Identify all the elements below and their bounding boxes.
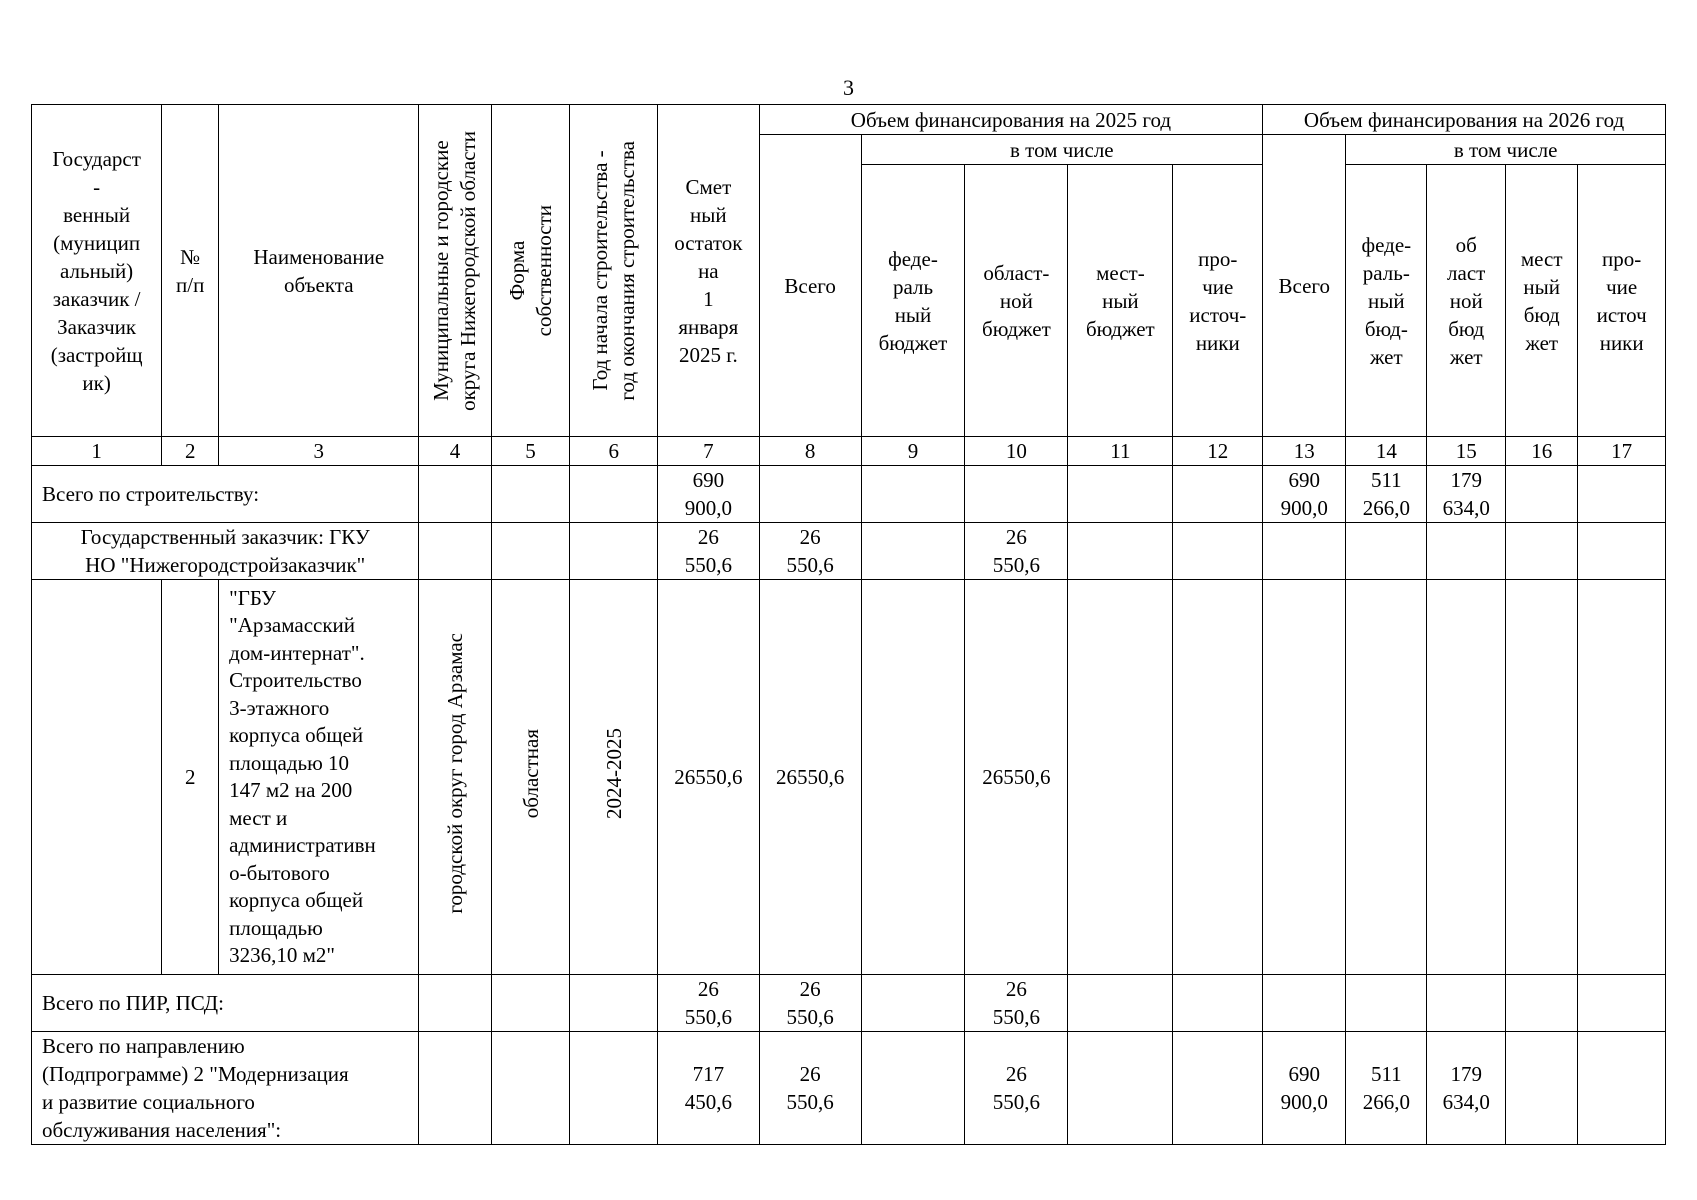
cell-empty [491,466,570,523]
cell-estimate: 717 450,6 [657,1032,759,1145]
cell-total-2025: 26 550,6 [759,1032,861,1145]
table-row-state-customer [32,523,1666,580]
header-fed-2026: федe- раль- ный бюд- жет [1346,165,1427,437]
table-row-total-construction [32,466,1666,523]
row-label: Государственный заказчик: ГКУ НО "Нижегородстройзаказчик" [32,523,419,580]
column-number: 9 [861,437,965,466]
header-reg-2026: об ласт ной бюд жет [1427,165,1506,437]
cell-reg-2025: 26 550,6 [965,975,1068,1032]
cell-reg-2025: 26 550,6 [965,1032,1068,1145]
cell-ownership [491,580,570,975]
cell-empty [861,523,965,580]
header-total-2025: Всего [759,135,861,437]
header-fin-2025: Объем финансирования на 2025 год [759,105,1262,135]
cell-empty [1506,580,1578,975]
cell-empty [1068,975,1173,1032]
column-number: 5 [491,437,570,466]
column-number: 8 [759,437,861,466]
cell-total-2026: 690 900,0 [1263,1032,1346,1145]
header-object-name: Наименование объекта [219,105,419,437]
cell-estimate: 26550,6 [657,580,759,975]
cell-empty [1068,580,1173,975]
cell-fed-2026: 511 266,0 [1346,466,1427,523]
cell-empty [1578,580,1666,975]
row-label: Всего по ПИР, ПСД: [32,975,419,1032]
cell-empty [861,580,965,975]
cell-empty [1506,523,1578,580]
header-reg-2025: област- ной бюджет [965,165,1068,437]
cell-total-2025: 26 550,6 [759,523,861,580]
column-number: 16 [1506,437,1578,466]
cell-empty [965,466,1068,523]
cell-total-2025: 26 550,6 [759,975,861,1032]
cell-estimate: 26 550,6 [657,523,759,580]
cell-total-2026: 690 900,0 [1263,466,1346,523]
cell-empty [1263,523,1346,580]
cell-empty [1173,1032,1263,1145]
cell-empty [1173,523,1263,580]
cell-empty [491,523,570,580]
header-ownership [491,105,570,437]
header-years [570,105,658,437]
cell-reg-2025: 26550,6 [965,580,1068,975]
column-number: 4 [419,437,491,466]
cell-empty [1506,1032,1578,1145]
header-fed-2025: феде- раль ный бюджет [861,165,965,437]
cell-empty [1173,466,1263,523]
column-number: 1 [32,437,162,466]
table-row-object [32,580,1666,975]
header-oth-2026: про- чие источ ники [1578,165,1666,437]
cell-object-name: "ГБУ "Арзамасский дом-интернат". Строительство 3-этажного корпуса общей площадью 10 147 м2 на 200 мест и административн о-бытового корпуса общей площадью 3236,10 м2" [219,580,419,975]
table-row-total-pir [32,975,1666,1032]
header-incl-2025: в том числе [861,135,1263,165]
header-municipality-text: Муниципальные и городские округа Нижегородской области [429,130,481,411]
cell-empty [1506,975,1578,1032]
cell-empty [1506,466,1578,523]
cell-empty [1346,975,1427,1032]
column-number: 2 [162,437,219,466]
header-ownership-text: Форма собственности [504,204,556,337]
cell-empty [1427,523,1506,580]
column-number: 3 [219,437,419,466]
header-estimate: Смет ный остаток на 1 января 2025 г. [657,105,759,437]
cell-empty [570,1032,658,1145]
cell-empty [1578,466,1666,523]
cell-empty [1346,580,1427,975]
column-number-row [32,437,1666,466]
cell-empty [419,466,491,523]
cell-empty [419,523,491,580]
header-num: № п/п [162,105,219,437]
column-number: 17 [1578,437,1666,466]
cell-empty [32,580,162,975]
financing-table [31,104,1666,1145]
cell-years-text: 2024-2025 [601,728,626,819]
cell-empty [1068,523,1173,580]
cell-empty [1263,975,1346,1032]
cell-empty [1578,975,1666,1032]
column-number: 12 [1173,437,1263,466]
cell-reg-2025: 26 550,6 [965,523,1068,580]
cell-ownership-text: областная [518,728,543,819]
header-customer: Государст - венный (муницип альный) заказчик / Заказчик (застройщ ик) [32,105,162,437]
cell-num: 2 [162,580,219,975]
column-number: 15 [1427,437,1506,466]
cell-empty [1173,975,1263,1032]
cell-municipality-text: городской округ город Арзамас [443,633,468,914]
column-number: 7 [657,437,759,466]
cell-empty [1427,975,1506,1032]
cell-empty [861,1032,965,1145]
page-number: 3 [843,75,854,100]
cell-empty [1346,523,1427,580]
cell-estimate: 690 900,0 [657,466,759,523]
cell-empty [570,466,658,523]
header-fin-2026: Объем финансирования на 2026 год [1263,105,1666,135]
column-number: 14 [1346,437,1427,466]
cell-empty [1578,1032,1666,1145]
column-number: 13 [1263,437,1346,466]
cell-empty [419,975,491,1032]
cell-empty [1068,1032,1173,1145]
cell-empty [570,975,658,1032]
column-number: 10 [965,437,1068,466]
header-loc-2026: мест ный бюд жет [1506,165,1578,437]
header-loc-2025: мест- ный бюджет [1068,165,1173,437]
row-label: Всего по направлению (Подпрограмме) 2 "Модернизация и развитие социального обслуживания населения": [32,1032,419,1145]
cell-municipality [419,580,491,975]
cell-empty [759,466,861,523]
cell-total-2025: 26550,6 [759,580,861,975]
row-label: Всего по строительству: [32,466,419,523]
table-row-total-direction [32,1032,1666,1145]
cell-empty [1578,523,1666,580]
header-years-text: Год начала строительства - год окончания строительства [587,140,639,401]
cell-empty [570,523,658,580]
cell-years [570,580,658,975]
header-total-2026: Всего [1263,135,1346,437]
cell-empty [1427,580,1506,975]
header-municipality [419,105,491,437]
cell-empty [491,975,570,1032]
cell-empty [1068,466,1173,523]
cell-reg-2026: 179 634,0 [1427,1032,1506,1145]
cell-estimate: 26 550,6 [657,975,759,1032]
cell-empty [861,466,965,523]
cell-reg-2026: 179 634,0 [1427,466,1506,523]
cell-fed-2026: 511 266,0 [1346,1032,1427,1145]
column-number: 11 [1068,437,1173,466]
cell-empty [861,975,965,1032]
column-number: 6 [570,437,658,466]
cell-empty [491,1032,570,1145]
header-oth-2025: про- чие источ- ники [1173,165,1263,437]
cell-empty [1173,580,1263,975]
cell-empty [1263,580,1346,975]
cell-empty [419,1032,491,1145]
header-incl-2026: в том числе [1346,135,1666,165]
